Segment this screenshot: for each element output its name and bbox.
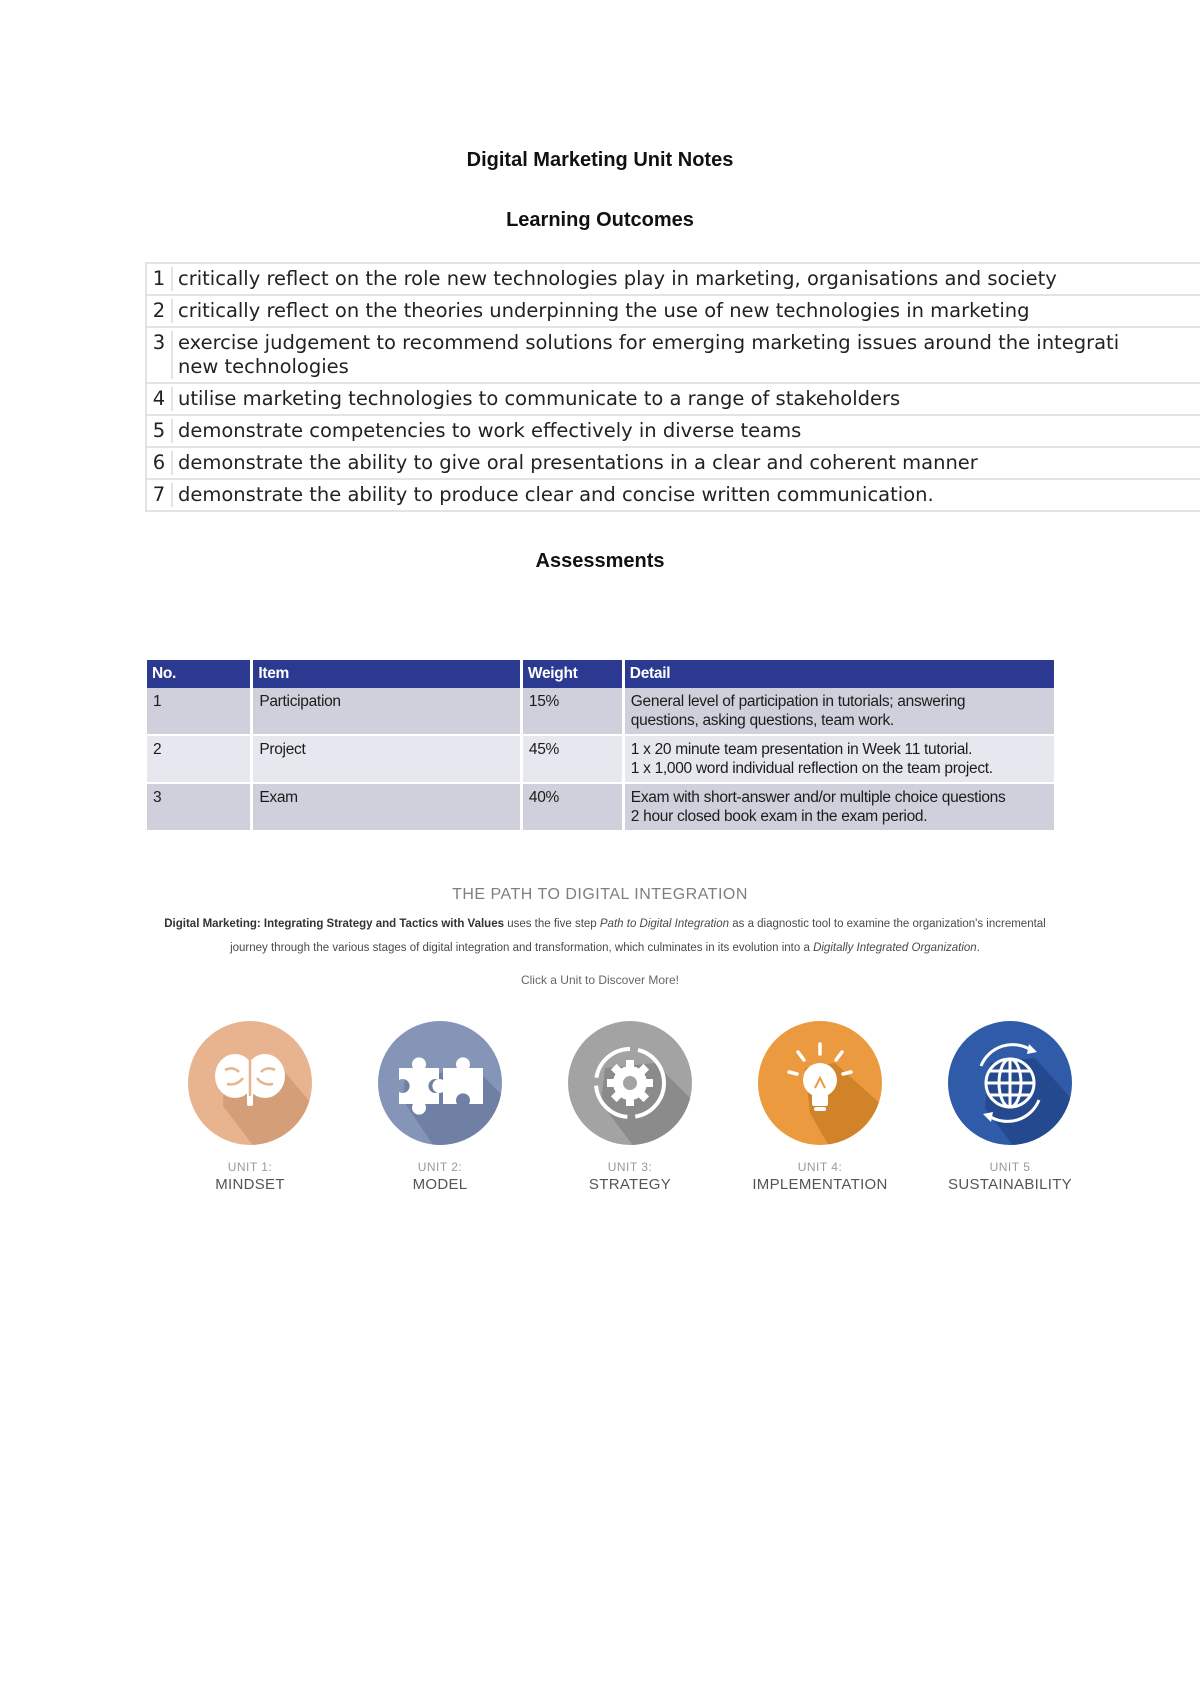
cell-weight: 40% <box>521 783 623 831</box>
header-weight: Weight <box>521 660 623 688</box>
assessment-table <box>147 660 1057 832</box>
unit-number: UNIT 5 <box>989 1160 1031 1174</box>
cell-weight: 15% <box>521 688 623 735</box>
unit-number: UNIT 1: <box>227 1160 273 1174</box>
detail-line: 1 x 1,000 word individual reflection on the team project. <box>630 760 993 777</box>
detail-line: questions, asking questions, team work. <box>630 712 894 729</box>
table-row <box>147 783 1056 831</box>
outcome-number: 2 <box>147 299 173 323</box>
unit-3-link[interactable] <box>530 1018 730 1193</box>
unit-2-link[interactable] <box>340 1018 540 1193</box>
cell-detail <box>623 783 1055 831</box>
header-detail: Detail <box>623 660 1055 688</box>
outcome-number: 5 <box>147 419 173 443</box>
outcome-text: utilise marketing technologies to communicate to a range of stakeholders <box>178 387 901 410</box>
cell-item: Participation <box>252 688 522 735</box>
document-title: Digital Marketing Unit Notes <box>466 149 734 171</box>
detail-line: Exam with short-answer and/or multiple choice questions <box>630 789 1006 806</box>
cell-weight: 45% <box>521 735 623 783</box>
cell-no: 1 <box>147 688 252 735</box>
brain-icon <box>185 1018 315 1148</box>
assessments-heading: Assessments <box>535 550 665 572</box>
unit-1-link[interactable] <box>150 1018 350 1193</box>
cell-item: Exam <box>252 783 522 831</box>
path-desc-bold: Digital Marketing: Integrating Strategy and Tactics with Values <box>164 918 504 930</box>
path-desc-italic: Digitally Integrated Organization <box>813 942 977 954</box>
outcome-number: 7 <box>147 483 173 507</box>
path-desc-italic: Path to Digital Integration <box>599 918 730 930</box>
table-row <box>147 688 1056 735</box>
path-heading: THE PATH TO DIGITAL INTEGRATION <box>452 886 748 903</box>
cell-detail <box>623 688 1055 735</box>
unit-number: UNIT 2: <box>417 1160 463 1174</box>
unit-name: STRATEGY <box>588 1176 672 1193</box>
learning-outcome-row <box>145 448 1200 480</box>
path-desc-text: as a diagnostic tool to examine the organization's incremental journey through the various stages of digital integration and transformation, which culminates in its evolution into a <box>230 918 1046 954</box>
detail-line: 1 x 20 minute team presentation in Week 11 tutorial. <box>630 741 973 758</box>
path-desc-text: . <box>976 942 980 954</box>
learning-outcomes-heading: Learning Outcomes <box>506 209 694 231</box>
cell-item: Project <box>252 735 522 783</box>
outcome-number: 1 <box>147 267 173 291</box>
gear-cycle-icon <box>565 1018 695 1148</box>
outcome-text: demonstrate the ability to produce clear and concise written communication. <box>178 483 934 506</box>
unit-number: UNIT 4: <box>797 1160 843 1174</box>
cell-no: 3 <box>147 783 252 831</box>
path-desc-text: uses the five step <box>504 918 600 930</box>
learning-outcome-row <box>145 384 1200 416</box>
globe-icon <box>945 1018 1075 1148</box>
unit-name: SUSTAINABILITY <box>948 1176 1072 1193</box>
path-description <box>150 912 1060 960</box>
cell-no: 2 <box>147 735 252 783</box>
learning-outcome-row <box>145 296 1200 328</box>
learning-outcome-row <box>145 416 1200 448</box>
outcome-number: 6 <box>147 451 173 475</box>
learning-outcome-row <box>145 328 1200 384</box>
header-item: Item <box>252 660 522 688</box>
outcome-text: exercise judgement to recommend solutions for emerging marketing issues around the integrati <box>178 331 1120 354</box>
path-call-to-action: Click a Unit to Discover More! <box>520 973 680 987</box>
assessment-header-row <box>147 660 1056 688</box>
unit-4-link[interactable] <box>720 1018 920 1193</box>
units-row <box>150 1018 1070 1208</box>
table-row <box>147 735 1056 783</box>
learning-outcome-row <box>145 480 1200 512</box>
outcome-text: critically reflect on the theories underpinning the use of new technologies in marketing <box>178 299 1030 322</box>
learning-outcomes-table <box>145 262 1200 512</box>
cell-detail <box>623 735 1055 783</box>
outcome-text: demonstrate the ability to give oral presentations in a clear and coherent manner <box>178 451 978 474</box>
learning-outcome-row <box>145 264 1200 296</box>
lightbulb-icon <box>755 1018 885 1148</box>
unit-5-link[interactable] <box>910 1018 1110 1193</box>
puzzle-icon <box>375 1018 505 1148</box>
outcome-number: 4 <box>147 387 173 411</box>
detail-line: 2 hour closed book exam in the exam period. <box>630 808 928 825</box>
unit-number: UNIT 3: <box>607 1160 653 1174</box>
outcome-text: critically reflect on the role new technologies play in marketing, organisations and society <box>178 267 1057 290</box>
outcome-text: demonstrate competencies to work effectively in diverse teams <box>178 419 802 442</box>
unit-name: IMPLEMENTATION <box>752 1176 888 1193</box>
header-no: No. <box>147 660 252 688</box>
unit-name: MINDSET <box>215 1176 285 1193</box>
unit-name: MODEL <box>412 1176 468 1193</box>
outcome-text-continued: new technologies <box>178 355 349 378</box>
detail-line: General level of participation in tutorials; answering <box>630 693 966 710</box>
outcome-number: 3 <box>147 331 173 379</box>
